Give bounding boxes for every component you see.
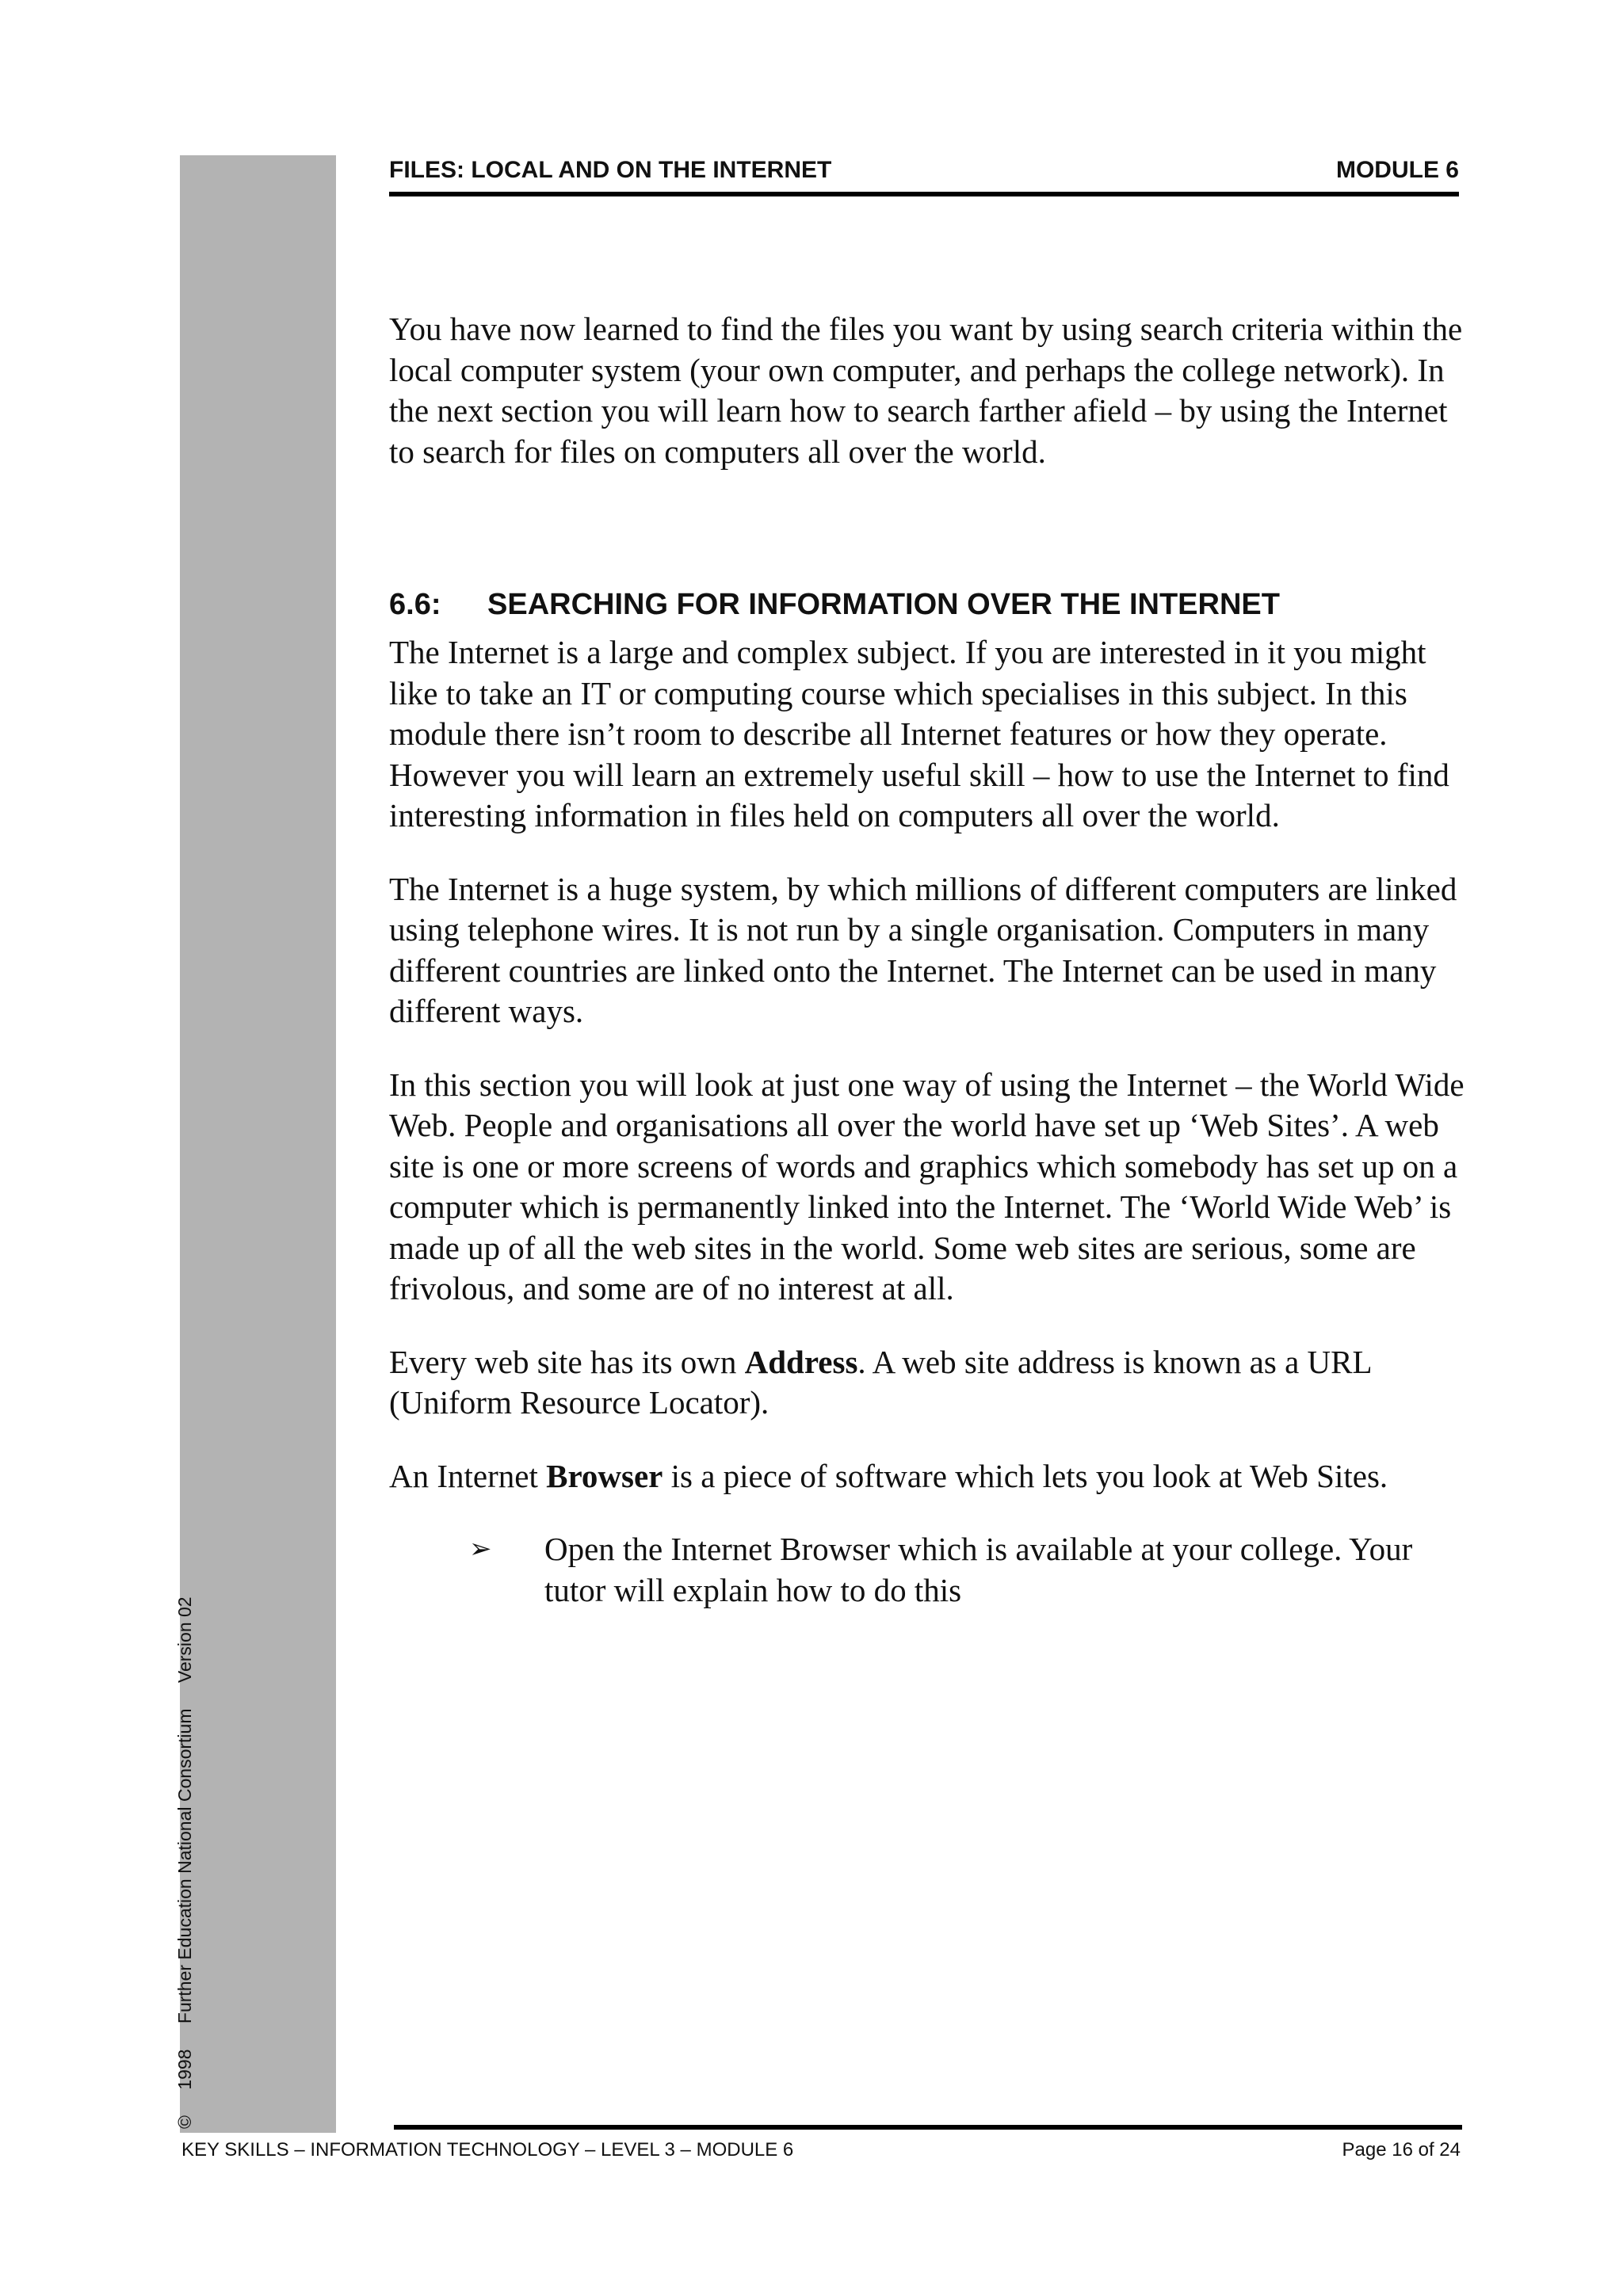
page-content <box>389 309 1471 1611</box>
intro-paragraph: You have now learned to find the files you want by using search criteria within the local computer system (your own computer, and perhaps the college network). In the next section you will learn how to search farther afield – by using the Internet to search for files on computers all over the world. <box>389 311 1463 470</box>
paragraph-browser-start: An Internet <box>389 1457 547 1494</box>
term-address: Address <box>744 1343 858 1380</box>
page-number: Page 16 of 24 <box>1342 2139 1461 2161</box>
paragraph-internet-subject: The Internet is a large and complex subject. If you are interested in it you might like to take an IT or computing course which specialises in this subject. In this module there isn’t room to describe all Internet features or how they operate. However you will learn an extremely useful skill – how to use the Internet to find interesting information in files held on computers all over the world. <box>389 634 1449 833</box>
paragraph-browser <box>389 1456 1471 1497</box>
paragraph-web-address-start: Every web site has its own <box>389 1343 745 1380</box>
paragraph-browser-end: is a piece of software which lets you look at Web Sites. <box>663 1457 1388 1494</box>
copyright-note <box>174 1576 196 2129</box>
section-title: SEARCHING FOR INFORMATION OVER THE INTERNET <box>487 588 1280 621</box>
term-browser: Browser <box>546 1457 663 1494</box>
arrow-bullet-icon: ➢ <box>469 1533 492 1565</box>
instruction-bullet <box>469 1529 1471 1611</box>
copyright-organisation: Further Education National Consortium <box>174 1708 195 2024</box>
header-module: MODULE 6 <box>1335 157 1459 183</box>
document-version: Version 02 <box>174 1596 195 1684</box>
instruction-text: Open the Internet Browser which is available at your college. Your tutor will explain how to do this <box>544 1531 1413 1608</box>
paragraph-web-address-end: . A web site address is known as a URL (Uniform Resource Locator). <box>389 1343 1371 1421</box>
footer-rule <box>394 2125 1462 2130</box>
page-header <box>389 157 1459 196</box>
footer-course-title: KEY SKILLS – INFORMATION TECHNOLOGY – LEVEL 3 – MODULE 6 <box>181 2139 794 2161</box>
section-heading <box>389 585 1471 624</box>
header-title: FILES: LOCAL AND ON THE INTERNET <box>389 157 832 183</box>
page-footer <box>181 2139 1461 2161</box>
side-margin-bar <box>180 155 336 2133</box>
paragraph-web-address <box>389 1342 1471 1424</box>
copyright-symbol: © <box>174 2115 195 2129</box>
paragraph-world-wide-web: In this section you will look at just one way of using the Internet – the World Wide Web. People and organisations all over the world have set up ‘Web Sites’. A web site is one or more screens of words and graphics which somebody has set up on a computer which is permanently linked into the Internet. The ‘World Wide Web’ is made up of all the web sites in the world. Some web sites are serious, some are frivolous, and some are of no interest at all. <box>389 1066 1465 1306</box>
paragraph-internet-system: The Internet is a huge system, by which millions of different computers are linked using telephone wires. It is not run by a single organisation. Computers in many different countries are linked onto the Internet. The Internet can be used in many different ways. <box>389 870 1457 1029</box>
copyright-year: 1998 <box>174 2049 195 2090</box>
section-number: 6.6: <box>389 588 441 621</box>
